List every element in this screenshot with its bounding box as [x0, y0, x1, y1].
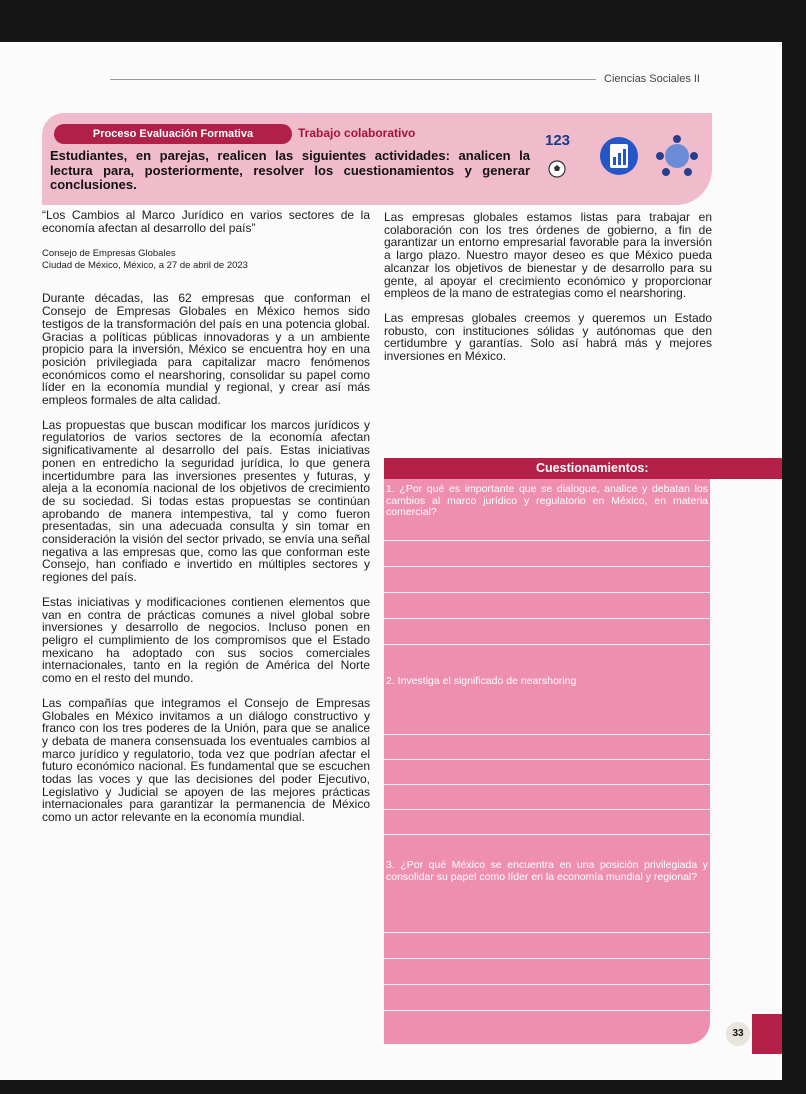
- question-2: 2. Investiga el significado de nearshoring: [386, 675, 577, 687]
- questions-heading: Cuestionamientos:: [536, 461, 649, 475]
- answer-line[interactable]: [384, 644, 710, 645]
- answer-line[interactable]: [384, 540, 710, 541]
- answer-line[interactable]: [384, 984, 710, 985]
- answer-line[interactable]: [384, 834, 710, 835]
- article-left-column: [42, 209, 370, 824]
- questions-panel: [384, 458, 710, 1044]
- answer-line[interactable]: [384, 566, 710, 567]
- formative-evaluation-pill: Proceso Evaluación Formativa: [54, 124, 292, 144]
- answer-line[interactable]: [384, 734, 710, 735]
- answer-line[interactable]: [384, 1010, 710, 1011]
- article-paragraph: Las compañías que integramos el Consejo de Empresas Globales en México invitamos a un diálogo constructivo y franco con los tres poderes de la Unión, para que se analice y debata de manera consensuada los eventuales cambios al marco jurídico y regulatorio, toda vez que podrían afectar el futuro económico nacional. Es fundamental que se escuchen todas las voces y que las decisiones del poder Ejecutivo, Legislativo y Judicial se apoyen de las mejores prácticas internacionales para garantizar la permanencia de México como un actor relevante en la economía mundial.: [42, 695, 370, 825]
- teamwork-icon: [652, 132, 702, 180]
- numbers-icon: 123: [545, 132, 571, 149]
- answer-line[interactable]: [384, 618, 710, 619]
- article-paragraph: Estas iniciativas y modificaciones contienen elementos que van en contra de prácticas comunes a nivel global sobre inversiones y desarrollo de negocios. Incluso ponen en peligro el cumplimiento de los compromisos que el Estado mexicano ha adoptado con sus socios comerciales internacionales, tanto en la región de América del Norte como en el resto del mundo.: [42, 594, 370, 686]
- article-title: “Los Cambios al Marco Jurídico en varios sectores de la economía afectan al desarrollo del país”: [42, 208, 370, 235]
- top-dark-bar: [0, 0, 806, 42]
- article-paragraph: Las empresas globales estamos listas para trabajar en colaboración con los tres órdenes de gobierno, a fin de garantizar un entorno empresarial favorable para la inversión a largo plazo. Nuestro mayor deseo es que México pueda alcanzar los objetivos de bienestar y de desarrollo para su gente, al apoyar el crecimiento económico y proporcionar empleos de la mano de estrategias como el nearshoring.: [384, 210, 712, 301]
- subject-header: Ciencias Sociales II: [604, 73, 700, 85]
- collaborative-work-label: Trabajo colaborativo: [298, 126, 416, 140]
- questions-heading-bar: [384, 458, 782, 479]
- answer-line[interactable]: [384, 932, 710, 933]
- answer-line[interactable]: [384, 592, 710, 593]
- page-number: 33: [726, 1022, 750, 1046]
- article-source: Consejo de Empresas Globales: [42, 248, 176, 260]
- article-paragraph: Durante décadas, las 62 empresas que conforman el Consejo de Empresas Globales en México hemos sido testigos de la transformación del país en una potencia global. Gracias a políticas públicas innovadoras y a un ambiente propicio para la inversión, México se encuentra hoy en una posición privilegiada para capitalizar macro fenómenos económicos como el nearshoring, consolidar su papel como líder en la economía mundial y regional, y crear así más empleos formales de alta calidad.: [42, 291, 370, 408]
- article-place-date: Ciudad de México, México, a 27 de abril de 2023: [42, 259, 248, 271]
- answer-line[interactable]: [384, 784, 710, 785]
- answer-line[interactable]: [384, 809, 710, 810]
- article-paragraph: Las propuestas que buscan modificar los marcos jurídicos y regulatorios de varios sectores de la economía afectan significativamente al desarrollo del país. Estas iniciativas ponen en entredicho la seguridad jurídica, lo que genera incertidumbre para las inversiones presentes y futuras, y aleja a la economía nacional de los objetivos de crecimiento de su sociedad. Si todas estas propuestas se continúan aprobando de manera intempestiva, tal y como fueron presentadas, sin una adecuada consulta y sin tomar en consideración la visión del sector privado, se envía una señal negativa a las empresas que, como las que conforman este Consejo, han confiado e invertido en múltiples sectores y regiones del país.: [42, 417, 370, 585]
- article-right-column: [384, 211, 712, 363]
- question-3: 3. ¿Por qué México se encuentra en una posición privilegiada y consolidar su papel como líder en la economía mundial y regional?: [386, 859, 708, 883]
- question-1: 1. ¿Por qué es importante que se dialogue, analice y debatan los cambios al marco jurídico y regulatorio en México, en materia comercial?: [386, 483, 708, 518]
- answer-line[interactable]: [384, 958, 710, 959]
- soccer-ball-icon: [548, 160, 566, 178]
- tablet-chart-icon: [598, 135, 640, 177]
- answer-line[interactable]: [384, 759, 710, 760]
- corner-accent-block: [752, 1014, 782, 1054]
- article-paragraph: Las empresas globales creemos y queremos un Estado robusto, con instituciones sólidas y autónomas que den certidumbre y garantías. Solo así habrá más y mejores inversiones en México.: [384, 310, 712, 364]
- header-rule: [110, 79, 596, 80]
- activity-instructions: Estudiantes, en parejas, realicen las siguientes actividades: analicen la lectura para, posteriormente, resolver los cuestionamientos y generar conclusiones.: [50, 148, 530, 192]
